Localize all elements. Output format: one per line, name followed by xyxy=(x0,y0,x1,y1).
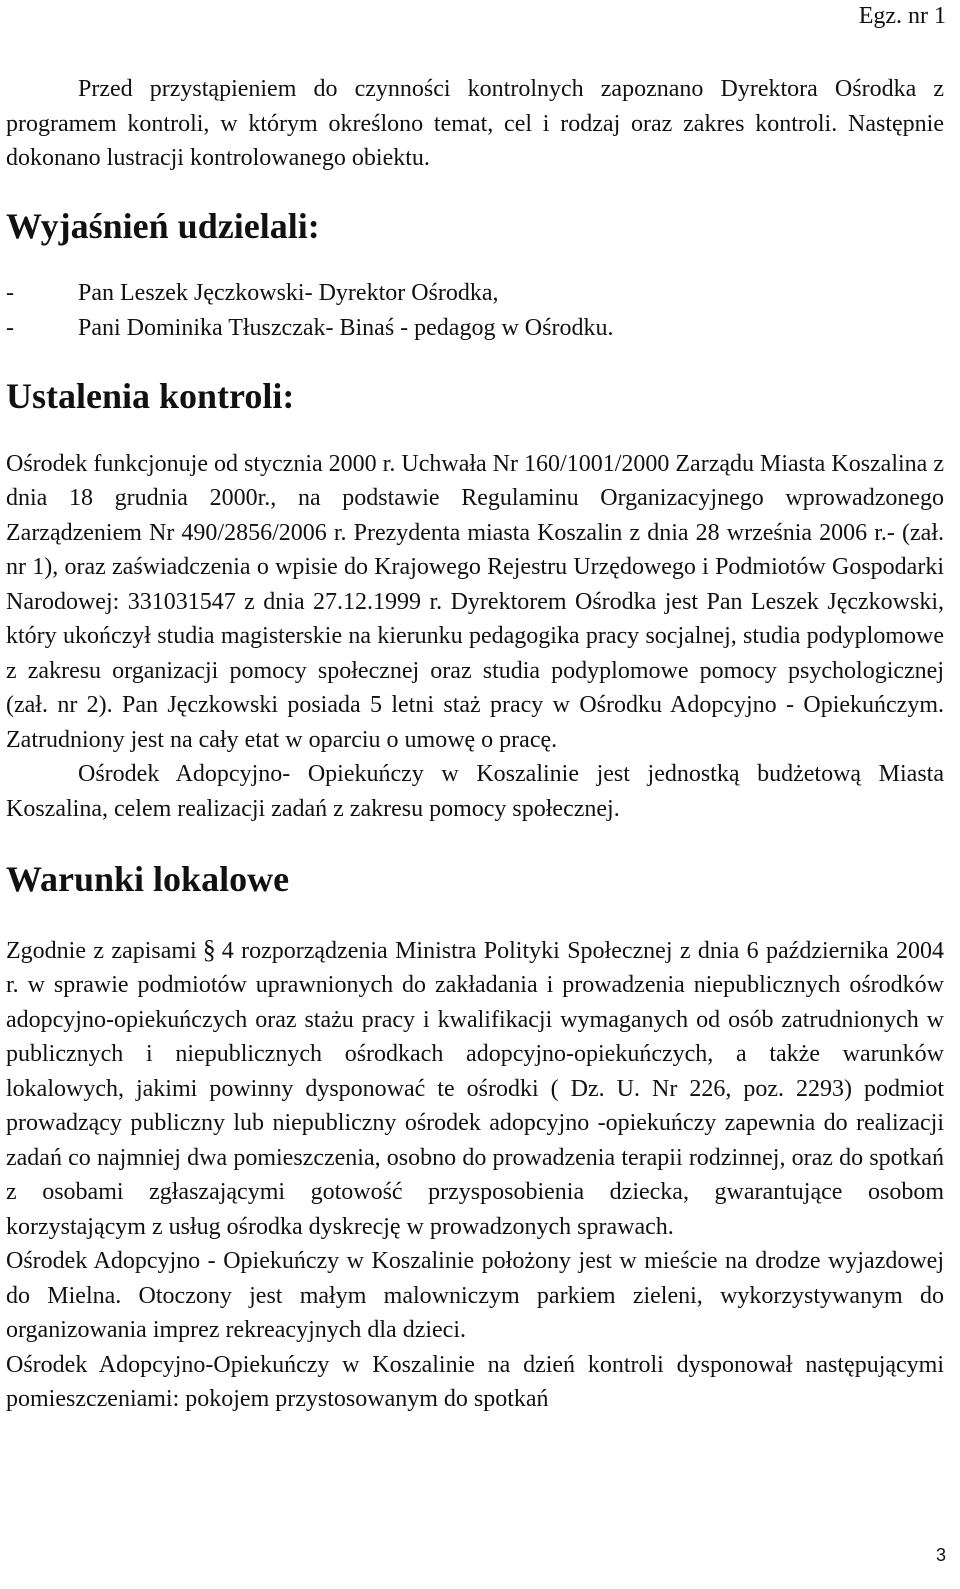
list-item xyxy=(6,311,944,346)
local-conditions-paragraph-2: Ośrodek Adopcyjno - Opiekuńczy w Koszalinie położony jest w mieście na drodze wyjazdowej do Mielna. Otoczony jest małym malowniczym parkiem zieleni, wykorzystywanym do organizowania imprez rekreacyjnych dla dzieci. xyxy=(6,1248,944,1343)
findings-paragraph-1: Ośrodek funkcjonuje od stycznia 2000 r. Uchwała Nr 160/1001/2000 Zarządu Miasta Koszalina z dnia 18 grudnia 2000r., na podstawie Regulaminu Organizacyjnego wprowadzonego Zarządzeniem Nr 490/2856/2006 r. Prezydenta miasta Koszalin z dnia 28 września 2006 r.- (zał. nr 1), oraz zaświadczenia o wpisie do Krajowego Rejestru Urzędowego i Podmiotów Gospodarki Narodowej: 331031547 z dnia 27.12.1999 r. Dyrektorem Ośrodka jest Pan Leszek Jęczkowski, który ukończył studia magisterskie na kierunku pedagogika pracy socjalnej, studia podyplomowe z zakresu organizacji pomocy społecznej oraz studia podyplomowe pomocy psychologicznej (zał. nr 2). Pan Jęczkowski posiada 5 letni staż pracy w Ośrodku Adopcyjno - Opiekuńczym. Zatrudniony jest na cały etat w oparciu o umowę o pracę. xyxy=(6,450,944,753)
findings-heading: Ustalenia kontroli: xyxy=(6,376,295,416)
paragraph-start-text: Zgodnie z zapisami xyxy=(6,937,197,964)
explanations-list xyxy=(6,276,944,345)
copy-number-label: Egz. nr 1 xyxy=(858,3,946,29)
page-number: 3 xyxy=(935,1545,946,1565)
section-sign: § xyxy=(202,934,216,964)
list-item-text: Pan Leszek Jęczkowski- Dyrektor Ośrodka, xyxy=(78,280,499,306)
list-dash: - xyxy=(6,314,14,341)
findings-paragraph-2: Ośrodek Adopcyjno- Opiekuńczy w Koszalinie jest jednostką budżetową Miasta Koszalina, celem realizacji zadań z zakresu pomocy społecznej. xyxy=(6,761,944,822)
list-item-text: Pani Dominika Tłuszczak- Binaś - pedagog w Ośrodku. xyxy=(78,314,614,341)
list-item xyxy=(6,276,944,311)
local-conditions-paragraph-1 xyxy=(6,933,944,1245)
list-dash: - xyxy=(6,280,14,306)
intro-paragraph: Przed przystąpieniem do czynności kontrolnych zapoznano Dyrektora Ośrodka z programem kontroli, w którym określono temat, cel i rodzaj oraz zakres kontroli. Następnie dokonano lustracji kontrolowanego obiektu. xyxy=(6,76,944,171)
paragraph-rest-text: 4 rozporządzenia Ministra Polityki Społecznej z dnia 6 października 2004 r. w sprawie podmiotów uprawnionych do zakładania i prowadzenia niepublicznych ośrodków adopcyjno-opiekuńczych oraz stażu pracy i kwalifikacji wymaganych od osób zatrudnionych w publicznych i niepublicznych ośrodkach adopcyjno-opiekuńczych, a także warunków lokalowych, jakimi powinny dysponować te ośrodki ( Dz. U. Nr 226, poz. 2293) podmiot prowadzący publiczny lub niepubliczny ośrodek adopcyjno -opiekuńczy zapewnia do realizacji zadań co najmniej dwa pomieszczenia, osobno do prowadzenia terapii rodzinnej, oraz do spotkań z osobami zgłaszającymi gotowość przysposobienia dziecka, gwarantujące osobom korzystającym z usług ośrodka dyskrecję w prowadzonych sprawach. xyxy=(6,937,944,1240)
explanations-heading: Wyjaśnień udzielali: xyxy=(6,205,320,246)
local-conditions-heading: Warunki lokalowe xyxy=(6,859,290,899)
local-conditions-paragraph-3: Ośrodek Adopcyjno-Opiekuńczy w Koszalinie na dzień kontroli dysponował następującymi pomieszczeniami: pokojem przystosowanym do spotkań xyxy=(6,1351,944,1412)
document-body xyxy=(6,72,944,1417)
